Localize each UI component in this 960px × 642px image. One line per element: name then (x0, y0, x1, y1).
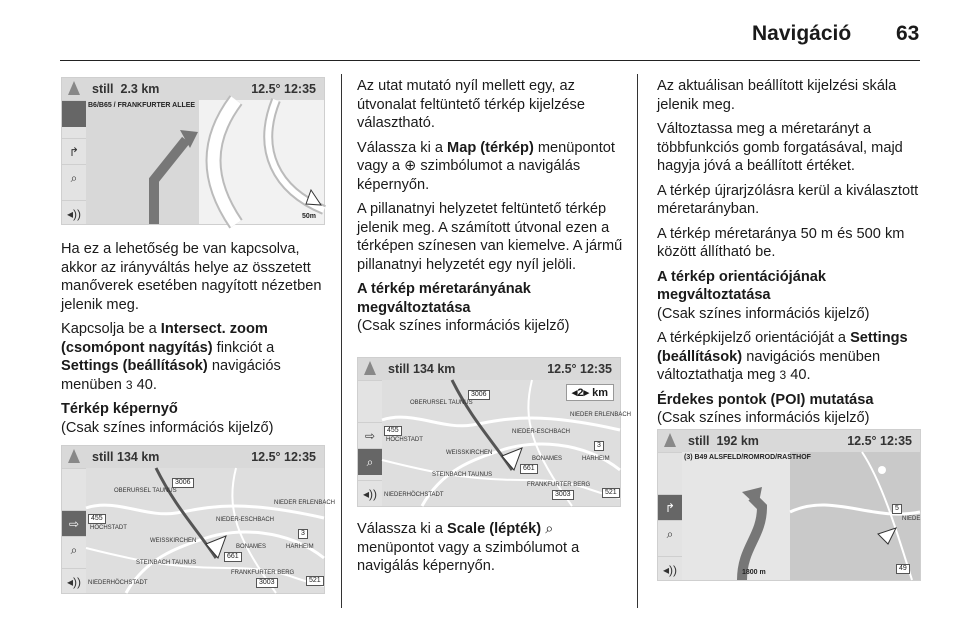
column-2 (357, 77, 629, 342)
status-text: still 134 km (92, 450, 160, 464)
map-button[interactable]: ⇨ (62, 510, 86, 537)
road-number: 49 (896, 564, 910, 574)
sidebar (658, 452, 682, 580)
road-number: 3003 (256, 578, 278, 588)
section-heading: A térkép orientációjának megváltoztatása (657, 268, 826, 303)
section-heading: A térkép méretarányának megváltoztatása (357, 281, 531, 316)
section-subtitle: (Csak színes információs kijelző) (357, 318, 570, 334)
place-label: STEINBACH TAUNUS (136, 560, 197, 566)
map-symbol-icon: ⊕ (404, 158, 417, 174)
place-label: HÖCHSTADT (90, 525, 127, 531)
view-button[interactable] (358, 380, 382, 407)
paragraph: A térkép méretaránya 50 m és 500 km között állítható be. (657, 225, 905, 260)
road-number: 455 (384, 426, 402, 436)
place-label: HÖCHSTADT (386, 437, 423, 443)
column-divider (341, 74, 342, 608)
paragraph: Az utat mutató nyíl mellett egy, az útvonalat feltüntető térkép kijelzése választható. (357, 78, 585, 131)
paragraph: Az aktuálisan beállított kijelzési skála jelenik meg. (657, 78, 897, 113)
place-label: NIEDERHÖCHSTADT (88, 580, 148, 586)
place-label: NIEDER ERLENBACH (274, 500, 336, 506)
map-button[interactable]: ⇨ (358, 422, 382, 449)
column-divider (637, 74, 638, 608)
place-label: NIEDER-ESCHBACH (512, 429, 571, 435)
section-subtitle: (Csak színes információs kijelző) (61, 419, 274, 436)
sidebar (358, 380, 382, 506)
nav-screen-map (61, 445, 336, 594)
temp-time: 12.5° 12:35 (547, 362, 612, 376)
navigation-triangle-icon (68, 81, 80, 95)
navigation-triangle-icon (664, 433, 676, 447)
place-label: BONAMES (532, 456, 563, 462)
section-subtitle: (Csak színes információs kijelző) (657, 410, 870, 426)
road-number: 3 (594, 441, 604, 451)
zoom-symbol-icon: ⌕ (545, 521, 554, 537)
place-label: WEISSKIRCHEN (446, 450, 493, 456)
turn-arrow-icon[interactable]: ↱ (62, 138, 86, 165)
place-label: HARHEIM (582, 456, 610, 462)
place-label: OBERURSEL TAUNUS (410, 400, 473, 406)
place-label: STEINBACH TAUNUS (432, 472, 493, 478)
scale-selector[interactable]: ◂2▸ km (566, 384, 614, 401)
paragraph: Válassza ki a Map (térkép) menüpontot vagy a ⊕ szimbólumot a navigálás képernyőn. (357, 139, 615, 193)
section-subtitle: (Csak színes információs kijelző) (657, 305, 870, 322)
column-3 (657, 77, 925, 434)
speaker-icon[interactable]: ◂)) (358, 480, 382, 507)
paragraph: Kapcsolja be a Intersect. zoom (csomópont nagyítás) finkciót a Settings (beállítások) navigációs menüben 3 40. (61, 321, 281, 393)
road-number: 661 (224, 552, 242, 562)
sidebar (62, 100, 86, 224)
paragraph: A térképkijelző orientációját a Settings (beállítások) navigációs menüben változtathatja meg 3 40. (657, 330, 908, 383)
view-button[interactable] (658, 452, 682, 479)
road-number: 521 (306, 576, 324, 586)
place-label: NIEDERHÖCHSTADT (384, 492, 444, 498)
poi-view (682, 452, 920, 580)
nav-screen-poi (657, 429, 921, 581)
turn-arrow-icon[interactable]: ↱ (658, 494, 682, 521)
paragraph: Válassza ki a Scale (lépték) ⌕ menüpontot vagy a szimbólumot a navigálás képernyőn. (357, 521, 580, 574)
route-label: (3) B49 ALSFELD/ROMROD/RASTHOF (684, 454, 811, 461)
navigation-triangle-icon (68, 449, 80, 463)
map-view (382, 380, 632, 506)
place-label: NIEDER-ESCHBACH (216, 517, 275, 523)
status-text: still 192 km (688, 434, 759, 448)
paragraph: Változtassa meg a méretarányt a többfunkciós gomb forgatásával, majd hagyja jóvá a beállított értéket. (657, 121, 903, 174)
navigation-triangle-icon (364, 361, 376, 375)
road-number: 455 (88, 514, 106, 524)
zoom-icon[interactable]: ⌕ (658, 520, 682, 547)
paragraph: A pillanatnyi helyzetet feltüntető térkép jelenik meg. A számított útvonal ezen a térképen színesen van kiemelve. A jármű pillanatnyi helyzetét egy nyíl jelöli. (357, 201, 623, 273)
section-heading: Térkép képernyő (61, 401, 178, 417)
speaker-icon[interactable]: ◂)) (658, 556, 682, 583)
temp-time: 12.5° 12:35 (251, 82, 316, 96)
column-1 (61, 240, 331, 443)
road-number: 3006 (172, 478, 194, 488)
paragraph: Ha ez a lehetőség be van kapcsolva, akkor az irányváltás helye az összetett manőverek esetében nagyított nézetben jelenik meg. (61, 241, 322, 313)
nav-screen-scale (357, 357, 632, 507)
road-number: 3003 (552, 490, 574, 500)
paragraph: A térkép újrarjzólásra kerül a kiválasztott méretarányban. (657, 182, 919, 217)
place-label: BONAMES (236, 544, 267, 550)
status-bar (358, 358, 620, 380)
nav-screen-intersection-zoom (61, 77, 325, 225)
place-label: FRANKFURTER BERG (527, 482, 591, 488)
map-view (86, 468, 336, 593)
road-number: 521 (602, 488, 620, 498)
place-label: OBERURSEL TAUNUS (114, 488, 177, 494)
intersection-view (86, 100, 324, 224)
place-label: HARHEIM (286, 544, 314, 550)
status-bar (62, 446, 324, 468)
status-bar (62, 78, 324, 100)
temp-time: 12.5° 12:35 (251, 450, 316, 464)
reference-arrow-icon: 3 (779, 368, 787, 382)
place-label: WEISSKIRCHEN (150, 538, 197, 544)
place-label: NIEDER ERLENBACH (570, 412, 632, 418)
road-number: 661 (520, 464, 538, 474)
distance-label: 1800 m (742, 569, 766, 576)
zoom-icon[interactable]: ⌕ (62, 536, 86, 563)
view-button[interactable] (62, 468, 86, 495)
speaker-icon[interactable]: ◂)) (62, 200, 86, 227)
place-label: NIEDE (902, 516, 921, 522)
status-bar (658, 430, 920, 452)
page-title: Navigáció (752, 22, 852, 45)
column-2-bottom (357, 520, 629, 582)
place-label: FRANKFURTER BERG (231, 570, 295, 576)
road-number: 5 (892, 504, 902, 514)
temp-time: 12.5° 12:35 (847, 434, 912, 448)
section-heading: Érdekes pontok (POI) mutatása (657, 391, 874, 408)
speaker-icon[interactable]: ◂)) (62, 568, 86, 595)
view-button[interactable] (62, 100, 86, 127)
reference-arrow-icon: 3 (125, 377, 133, 392)
zoom-icon[interactable]: ⌕ (358, 448, 382, 475)
sidebar (62, 468, 86, 593)
status-text: still 134 km (388, 362, 456, 376)
route-label: B6/B65 / FRANKFURTER ALLEE (88, 102, 196, 109)
road-number: 3006 (468, 390, 490, 400)
zoom-icon[interactable]: ⌕ (62, 164, 86, 191)
header-rule (60, 60, 920, 61)
road-number: 3 (298, 529, 308, 539)
status-text: still 2.3 km (92, 82, 160, 96)
distance-label: 50m (301, 213, 316, 220)
page-number: 63 (896, 22, 920, 45)
